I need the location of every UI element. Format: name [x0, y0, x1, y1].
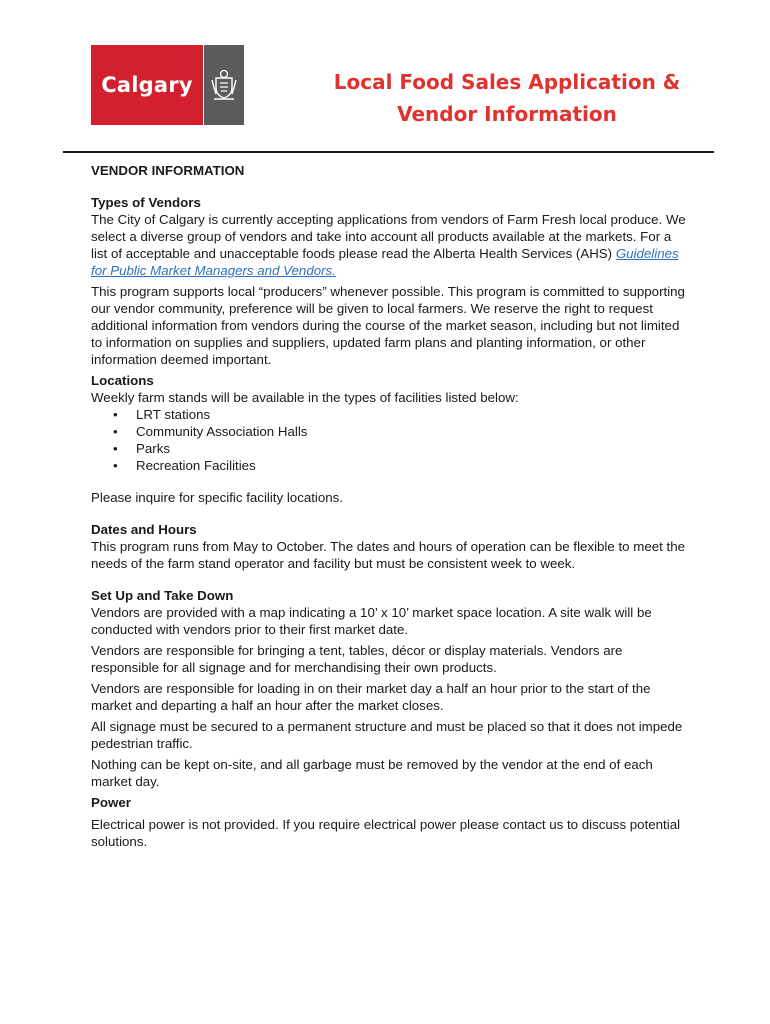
list-item: • LRT stations: [91, 406, 691, 423]
setup-paragraph: Nothing can be kept on-site, and all garbage must be removed by the vendor at the end of each market day.: [91, 757, 653, 789]
coat-of-arms-icon: [203, 45, 244, 125]
ahs-guidelines-link[interactable]: Guidelines for Public Market Managers and Vendors.: [91, 246, 679, 278]
list-item: • Recreation Facilities: [91, 457, 691, 474]
power-text: Electrical power is not provided. If you require electrical power please contact us to discuss potential solutions.: [91, 817, 681, 849]
list-item: • Community Association Halls: [91, 423, 691, 440]
types-heading: Types of Vendors: [91, 195, 201, 210]
power-heading: Power: [91, 795, 131, 810]
locations-note: Please inquire for specific facility locations.: [91, 490, 344, 505]
setup-paragraph: Vendors are provided with a map indicating a 10’ x 10’ market space location. A site walk will be conducted with vendors prior to their first market date.: [91, 605, 652, 637]
calgary-logo: [91, 45, 244, 125]
types-paragraph-1-text: The City of Calgary is currently accepting applications from vendors of Farm Fresh local produce. We select a diverse group of vendors and take into account all products available at the markets. For a list of acceptable and unacceptable foods please read the Alberta Health Services (AHS): [91, 212, 686, 261]
locations-intro: Weekly farm stands will be available in the types of facilities listed below:: [91, 390, 519, 405]
locations-heading: Locations: [91, 373, 154, 388]
header-divider: [63, 151, 714, 153]
title-line-2: Vendor Information: [397, 102, 617, 126]
setup-paragraph: Vendors are responsible for loading in on their market day a half an hour prior to the start of the market and departing a half an hour after the market closes.: [91, 681, 651, 713]
logo-wordmark: Calgary: [91, 45, 203, 125]
dates-heading: Dates and Hours: [91, 522, 197, 537]
dates-text: This program runs from May to October. The dates and hours of operation can be flexible to meet the needs of the farm stand operator and facility but must be consistent week to week.: [91, 539, 685, 571]
locations-list: [91, 406, 691, 474]
document-title: [300, 66, 714, 130]
title-line-1: Local Food Sales Application &: [333, 70, 681, 94]
setup-heading: Set Up and Take Down: [91, 588, 234, 603]
types-paragraph-2: This program supports local “producers” whenever possible. This program is committed to supporting our vendor community, preference will be given to local farmers. We reserve the right to request additional information from vendors during the course of the market season, including but not limited to information on supplies and suppliers, updated farm plans and planting information, or other information deemed important.: [91, 284, 685, 367]
document-body: [91, 162, 691, 850]
list-item: • Parks: [91, 440, 691, 457]
crest-icon: [209, 68, 239, 102]
setup-paragraph: All signage must be secured to a permanent structure and must be placed so that it does not impede pedestrian traffic.: [91, 719, 683, 751]
setup-paragraph: Vendors are responsible for bringing a tent, tables, décor or display materials. Vendors are responsible for all signage and for merchandising their own products.: [91, 643, 623, 675]
types-paragraph-1: [91, 211, 691, 279]
section-heading: VENDOR INFORMATION: [91, 163, 245, 178]
